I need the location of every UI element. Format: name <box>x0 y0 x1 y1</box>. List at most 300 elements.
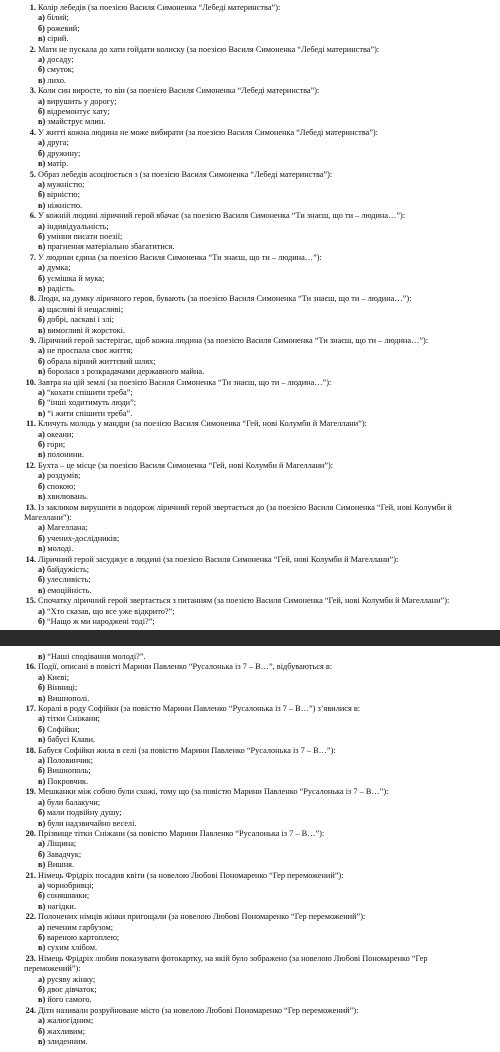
option-text: бабусі Клави. <box>47 735 96 745</box>
question-item <box>24 871 486 913</box>
answer-option <box>38 13 486 23</box>
option-letter: а) <box>38 672 45 682</box>
option-text: соняшники; <box>47 891 90 901</box>
option-text: смуток; <box>47 65 75 75</box>
answer-option <box>38 673 486 683</box>
option-letter: б) <box>38 533 45 543</box>
answer-options <box>24 222 486 253</box>
option-text: “Хто сказав, що все уже відкрито?”; <box>47 606 175 616</box>
option-text: Ліщина; <box>47 839 77 849</box>
answer-option <box>38 430 486 440</box>
question-number: 10. <box>25 377 36 387</box>
option-letter: б) <box>38 107 45 117</box>
option-text: спокою; <box>47 481 76 491</box>
answer-option <box>38 482 486 492</box>
answer-option <box>38 107 486 117</box>
question-stem <box>24 871 486 881</box>
option-letter: а) <box>38 13 45 23</box>
question-number: 14. <box>25 554 36 564</box>
answer-option <box>38 24 486 34</box>
option-letter: в) <box>38 117 46 127</box>
option-text: змайструє млин. <box>47 117 106 127</box>
question-text: Прізвище тітки Сніжани (за повістю Марини Павленко “Русалонька із 7 – В…”): <box>38 828 325 838</box>
answer-option <box>38 819 486 829</box>
answer-option <box>38 201 486 211</box>
answer-option <box>38 492 486 502</box>
option-text: його самого. <box>47 995 92 1005</box>
question-stem <box>24 912 486 922</box>
question-number: 17. <box>25 704 36 714</box>
question-text: Німець Фрідріх любив показувати фотокартку, на якій було зображено (за новелою Любові Пономаренко “Гер переможений”): <box>24 953 428 974</box>
option-text: Покровчик. <box>47 776 89 786</box>
question-number: 5. <box>29 169 36 179</box>
question-number: 12. <box>25 460 36 470</box>
option-text: емоційність. <box>47 585 92 595</box>
answer-option <box>38 274 486 284</box>
option-letter: б) <box>38 356 45 366</box>
option-text: вирушить у дорогу; <box>47 96 117 106</box>
option-letter: в) <box>38 544 46 554</box>
question-stem <box>24 294 486 304</box>
question-number: 24. <box>25 1005 36 1015</box>
answer-option <box>38 652 486 662</box>
option-text: обрала вірний життєвий шлях; <box>47 356 156 366</box>
option-text: жалюгідним; <box>47 1016 94 1026</box>
answer-option <box>38 346 486 356</box>
option-text: злиденним. <box>47 1037 88 1047</box>
question-item <box>24 829 486 871</box>
question-number: 9. <box>29 336 36 345</box>
answer-option <box>38 97 486 107</box>
option-text: вірністю; <box>47 190 80 200</box>
option-letter: б) <box>38 190 45 200</box>
option-text: Завадчук; <box>47 849 82 859</box>
option-text: матір. <box>47 159 69 169</box>
answer-option <box>38 766 486 776</box>
option-text: русяву жінку; <box>47 974 96 984</box>
question-item <box>24 704 486 746</box>
question-stem <box>24 3 486 13</box>
option-text: “і жити спішити треба”. <box>47 408 133 418</box>
answer-option <box>38 263 486 273</box>
option-letter: в) <box>38 1037 46 1047</box>
question-text: Люди, на думку ліричного героя, бувають (за поезією Василя Симоненка “Ти знаєш, що ти – людина…”): <box>38 294 412 304</box>
answer-option <box>38 398 486 408</box>
answer-options <box>24 881 486 912</box>
option-letter: б) <box>38 65 45 75</box>
option-text: сірий. <box>47 34 69 44</box>
question-stem <box>24 45 486 55</box>
answer-option <box>38 756 486 766</box>
option-text: вимогливі й жорстокі. <box>47 325 126 335</box>
option-letter: а) <box>38 797 45 807</box>
answer-option <box>38 850 486 860</box>
option-text: Вишнополь; <box>47 766 91 776</box>
option-letter: а) <box>38 839 45 849</box>
option-text: нагідки. <box>47 901 76 911</box>
question-number: 11. <box>26 419 36 429</box>
answer-options <box>24 55 486 86</box>
option-letter: в) <box>38 652 46 661</box>
question-item <box>24 336 486 378</box>
option-text: Софійки; <box>47 724 80 734</box>
option-letter: в) <box>38 325 46 335</box>
option-letter: б) <box>38 148 45 158</box>
question-stem <box>24 461 486 471</box>
answer-option <box>38 995 486 1005</box>
option-letter: в) <box>38 283 46 293</box>
option-text: ніжністю. <box>47 200 83 210</box>
question-item <box>24 128 486 170</box>
question-text: Завтра на цій землі (за поезією Василя Симоненка “Ти знаєш, що ти – людина…”): <box>38 377 332 387</box>
answer-option <box>38 450 486 460</box>
answer-option <box>38 180 486 190</box>
answer-option <box>38 305 486 315</box>
question-item <box>24 954 486 1006</box>
answer-option <box>38 222 486 232</box>
question-text: У людини єдина (за поезією Василя Симоненка “Ти знаєш, що ти – людина…”): <box>38 252 322 262</box>
option-letter: б) <box>38 616 45 626</box>
answer-options <box>24 388 486 419</box>
question-text: У кожній людині ліричний герой вбачає (за поезією Василя Симоненка “Ти знаєш, що ти – людина…”): <box>38 211 406 221</box>
option-text: досаду; <box>47 55 74 65</box>
option-text: мали подвійну душу; <box>47 808 122 818</box>
answer-options <box>24 565 486 596</box>
option-letter: а) <box>38 471 45 481</box>
option-text: усмішка й мука; <box>47 273 105 283</box>
question-number: 8. <box>29 294 36 304</box>
answer-option <box>38 902 486 912</box>
question-stem <box>24 746 486 756</box>
answer-option <box>38 725 486 735</box>
question-text: Образ лебедів асоціюється з (за поезією Василя Симоненка “Лебеді материнства”): <box>38 169 333 179</box>
question-text: Полонених німців жінки пригощали (за новелою Любові Пономаренко “Гер переможений”): <box>38 912 366 922</box>
option-letter: в) <box>38 200 46 210</box>
answer-option <box>38 34 486 44</box>
option-letter: а) <box>38 922 45 932</box>
option-letter: б) <box>38 273 45 283</box>
question-text: Діти називали розруйноване місто (за новелою Любові Пономаренко “Гер переможений”): <box>38 1005 359 1015</box>
question-text: У житті кожна людина не може вибирати (за поезією Василя Симоненка “Лебеді материнства”): <box>38 127 378 137</box>
question-text: Німець Фрідріх посадив квіти (за новелою Любові Пономаренко “Гер переможений”): <box>38 870 344 880</box>
answer-options <box>24 180 486 211</box>
option-letter: б) <box>38 1026 45 1036</box>
option-letter: в) <box>38 159 46 169</box>
answer-option <box>38 149 486 159</box>
option-text: молоді. <box>47 544 74 554</box>
answer-options <box>24 923 486 954</box>
question-stem <box>24 787 486 797</box>
answer-option <box>38 923 486 933</box>
document-page-2 <box>0 646 500 1052</box>
question-stem <box>24 829 486 839</box>
question-item <box>24 1006 486 1048</box>
question-stem <box>24 419 486 429</box>
option-letter: а) <box>38 756 45 766</box>
answer-option <box>38 735 486 745</box>
answer-option <box>38 607 486 617</box>
option-letter: б) <box>38 398 45 408</box>
question-stem <box>24 378 486 388</box>
answer-option <box>38 544 486 554</box>
option-letter: в) <box>38 34 46 44</box>
question-text: Бухта – це місце (за поезією Василя Симоненка “Гей, нові Колумби й Магеллани”): <box>38 460 334 470</box>
question-stem <box>24 128 486 138</box>
question-item <box>24 503 486 555</box>
answer-options <box>24 346 486 377</box>
answer-options <box>24 1016 486 1047</box>
question-stem <box>24 954 486 975</box>
option-letter: а) <box>38 55 45 65</box>
option-letter: в) <box>38 860 46 870</box>
question-number: 13. <box>25 502 36 512</box>
option-letter: а) <box>38 880 45 890</box>
option-letter: б) <box>38 440 45 450</box>
answer-option <box>38 523 486 533</box>
option-text: “Нащо ж ми народжені тоді?”; <box>47 616 155 626</box>
answer-option <box>38 975 486 985</box>
answer-options <box>24 97 486 128</box>
option-letter: б) <box>38 315 45 325</box>
answer-option <box>38 1027 486 1037</box>
answer-option <box>38 388 486 398</box>
question-stem <box>24 555 486 565</box>
option-letter: а) <box>38 1016 45 1026</box>
answer-option <box>38 617 486 627</box>
option-letter: б) <box>38 808 45 818</box>
question-number: 20. <box>25 828 36 838</box>
answer-options <box>24 839 486 870</box>
option-letter: в) <box>38 943 46 953</box>
option-text: Магеллана; <box>47 523 88 533</box>
question-stem <box>24 253 486 263</box>
question-item <box>24 787 486 829</box>
option-text: мужністю; <box>47 179 85 189</box>
question-stem <box>24 503 486 524</box>
question-item <box>24 746 486 788</box>
answer-options <box>24 138 486 169</box>
option-text: сухим хлібом. <box>47 943 98 953</box>
question-text: Події, описані в повісті Марини Павленко “Русалонька із 7 – В…”, відбуваються в: <box>38 662 333 672</box>
question-item <box>24 596 486 627</box>
option-letter: в) <box>38 408 46 418</box>
question-item <box>24 378 486 420</box>
option-text: роздумів; <box>47 471 81 481</box>
option-letter: б) <box>38 575 45 585</box>
option-text: радість. <box>47 283 75 293</box>
question-number: 18. <box>25 745 36 755</box>
option-letter: б) <box>38 231 45 241</box>
option-letter: б) <box>38 932 45 942</box>
question-number: 19. <box>25 787 36 797</box>
question-number: 4. <box>29 127 36 137</box>
question-stem <box>24 336 486 346</box>
question-text: Мешканки між собою були схожі, тому що (за повістю Марини Павленко “Русалонька із 7 – В…”): <box>38 787 389 797</box>
option-letter: а) <box>38 263 45 273</box>
answer-options <box>24 13 486 44</box>
answer-option <box>38 860 486 870</box>
answer-option <box>38 367 486 377</box>
question-text: Мати не пускала до хати гойдати колиску (за поезією Василя Симоненка “Лебеді материнства”): <box>38 44 380 54</box>
option-text: білий; <box>47 13 69 23</box>
option-text: щасливі й нещасливі; <box>47 304 124 314</box>
option-text: були надзвичайно веселі. <box>47 818 137 828</box>
question-text: Колір лебедів (за поезією Василя Симоненка “Лебеді материнства”): <box>38 3 281 12</box>
option-text: добрі, ласкаві і злі; <box>47 315 114 325</box>
answer-option <box>38 575 486 585</box>
option-text: Вишнополі. <box>47 693 90 703</box>
option-letter: б) <box>38 683 45 693</box>
answer-option <box>38 117 486 127</box>
option-letter: б) <box>38 891 45 901</box>
answer-option <box>38 1016 486 1026</box>
option-letter: в) <box>38 367 46 377</box>
question-number: 22. <box>25 912 36 922</box>
option-text: “кохати спішити треба”; <box>47 388 133 398</box>
option-text: печеним гарбузом; <box>47 922 114 932</box>
answer-option <box>38 881 486 891</box>
question-item <box>24 86 486 128</box>
option-letter: в) <box>38 818 46 828</box>
option-text: полонини. <box>47 450 84 460</box>
option-text: Вишня. <box>47 860 75 870</box>
question-number: 7. <box>29 252 36 262</box>
option-letter: в) <box>38 776 46 786</box>
option-text: думка; <box>47 263 71 273</box>
answer-option <box>38 242 486 252</box>
option-letter: б) <box>38 724 45 734</box>
option-text: рожевий; <box>47 23 80 33</box>
question-item <box>24 555 486 597</box>
answer-option <box>38 55 486 65</box>
answer-option <box>38 534 486 544</box>
option-text: Половинчик; <box>47 756 94 766</box>
option-letter: в) <box>38 450 46 460</box>
option-text: вареною картоплею; <box>47 932 120 942</box>
answer-option <box>38 683 486 693</box>
option-letter: а) <box>38 606 45 616</box>
answer-options <box>24 714 486 745</box>
question-number: 2. <box>29 44 36 54</box>
question-item-continued <box>24 652 486 662</box>
question-stem <box>24 662 486 672</box>
answer-option <box>38 159 486 169</box>
option-letter: а) <box>38 429 45 439</box>
question-item <box>24 461 486 503</box>
question-stem <box>24 86 486 96</box>
option-text: хвилювань. <box>47 492 88 502</box>
answer-option <box>38 326 486 336</box>
option-letter: а) <box>38 179 45 189</box>
answer-option <box>38 777 486 787</box>
option-letter: а) <box>38 138 45 148</box>
question-stem <box>24 704 486 714</box>
answer-option <box>38 138 486 148</box>
option-text: учених-дослідників; <box>47 533 120 543</box>
question-item <box>24 294 486 336</box>
answer-options <box>24 652 486 662</box>
answer-option <box>38 943 486 953</box>
question-number: 21. <box>25 870 36 880</box>
option-letter: б) <box>38 985 45 994</box>
option-letter: в) <box>38 75 46 85</box>
option-letter: а) <box>38 96 45 106</box>
question-text: Із закликом вирушити в подорож ліричний герой звертається до (за поезією Василя Симоненка “Гей, нові Колумби й Магеллани”): <box>24 502 452 522</box>
answer-option <box>38 985 486 995</box>
question-text: Ліричний герой застерігає, щоб кожна людина (за поезією Василя Симоненка “Ти знаєш, що ти – людина…”): <box>38 336 429 345</box>
answer-options <box>24 471 486 502</box>
option-text: Києві; <box>47 672 70 682</box>
option-letter: а) <box>38 304 45 314</box>
option-text: тітки Сніжани; <box>47 714 100 724</box>
answer-option <box>38 315 486 325</box>
question-number: 15. <box>25 596 36 606</box>
option-letter: а) <box>38 564 45 574</box>
answer-options <box>24 305 486 336</box>
question-item <box>24 211 486 253</box>
question-stem <box>24 170 486 180</box>
question-text: Бабуся Софійки жила в селі (за повістю Марини Павленко “Русалонька із 7 – В…”): <box>38 745 336 755</box>
answer-options <box>24 975 486 1006</box>
question-text: Ліричний герой засуджує в людині (за поезією Василя Симоненка “Гей, нові Колумби й Магеллани”): <box>38 554 399 564</box>
option-text: лихо. <box>47 75 66 85</box>
option-letter: а) <box>38 714 45 724</box>
answer-options <box>24 263 486 294</box>
option-letter: а) <box>38 974 45 984</box>
option-text: чорнобривці; <box>47 880 94 890</box>
question-number: 16. <box>25 662 36 672</box>
question-text: Спочатку ліричний герой звертається з питанням (за поезією Василя Симоненка “Гей, нові Колумби й Магеллани”): <box>38 596 450 606</box>
option-text: дружину; <box>47 148 81 158</box>
option-letter: в) <box>38 693 46 703</box>
answer-option <box>38 440 486 450</box>
option-text: прагнення матеріально збагатитися. <box>47 242 175 252</box>
answer-option <box>38 714 486 724</box>
answer-option <box>38 76 486 86</box>
option-letter: в) <box>38 735 46 745</box>
question-stem <box>24 1006 486 1016</box>
question-number: 23. <box>25 953 36 963</box>
answer-option <box>38 409 486 419</box>
option-letter: в) <box>38 242 46 252</box>
question-number: 6. <box>29 211 36 221</box>
option-text: “Наші сподівання молоді?”. <box>47 652 146 661</box>
option-letter: в) <box>38 995 46 1005</box>
answer-options <box>24 430 486 461</box>
answer-option <box>38 694 486 704</box>
option-text: гори; <box>47 440 66 450</box>
option-text: індивідуальність; <box>47 221 109 231</box>
question-item <box>24 45 486 87</box>
option-text: не проспала своє життя; <box>47 346 133 356</box>
answer-option <box>38 565 486 575</box>
option-text: улесливість; <box>47 575 91 585</box>
question-text: Кличуть молодь у мандри (за поезією Василя Симоненка “Гей, нові Колумби й Магеллани”): <box>38 419 367 429</box>
option-letter: б) <box>38 481 45 491</box>
question-item <box>24 3 486 45</box>
answer-options <box>24 756 486 787</box>
option-text: двоє дівчаток; <box>47 985 97 994</box>
option-letter: а) <box>38 388 45 398</box>
answer-option <box>38 471 486 481</box>
answer-option <box>38 808 486 818</box>
question-stem <box>24 596 486 606</box>
option-letter: б) <box>38 766 45 776</box>
option-text: океани; <box>47 429 74 439</box>
question-item <box>24 253 486 295</box>
answer-options <box>24 798 486 829</box>
answer-option <box>38 190 486 200</box>
